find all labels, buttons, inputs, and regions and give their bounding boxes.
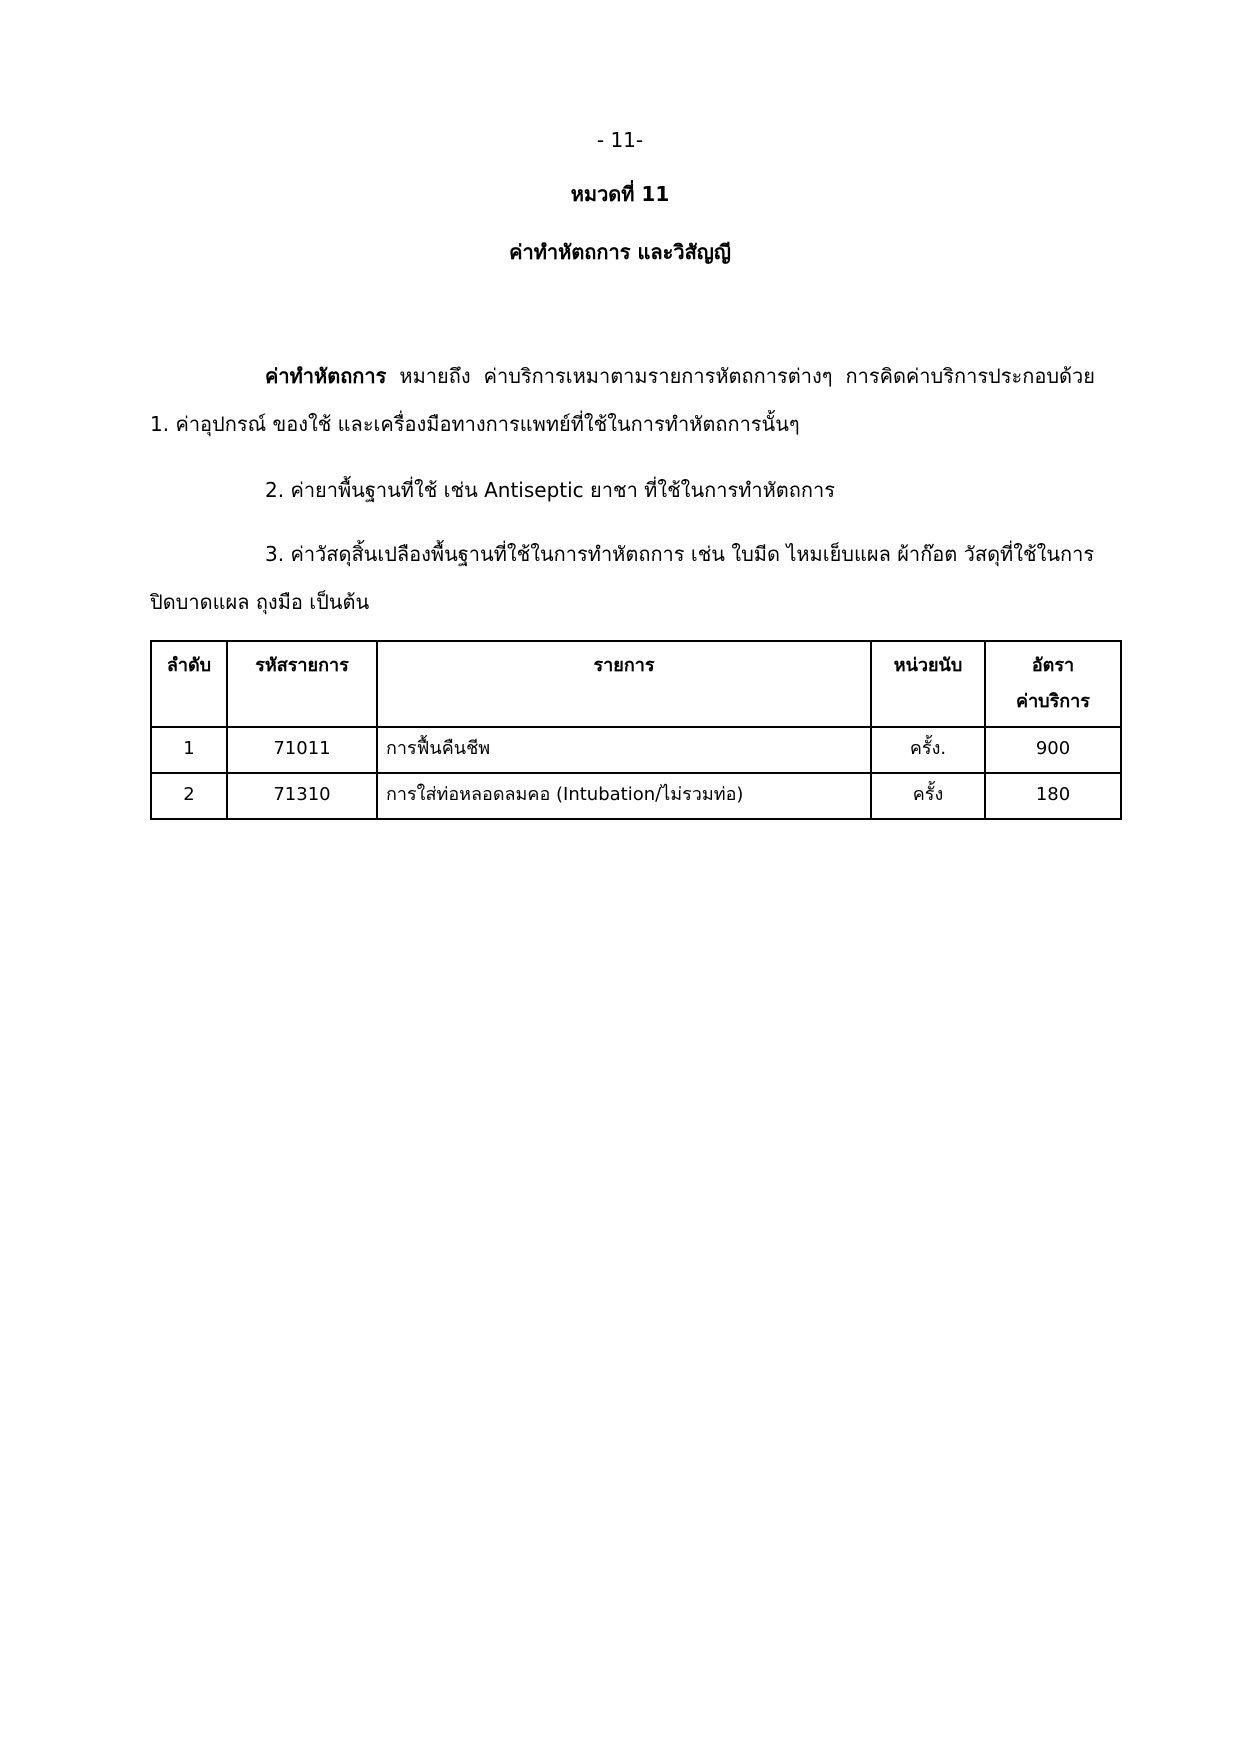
chapter-heading: หมวดที่ 11 [570, 182, 670, 206]
definition-text: หมายถึง ค่าบริการเหมาตามรายการหัตถการต่างๆ การคิดค่าบริการประกอบด้วย 1. ค่าอุปกรณ์ ของใช้ และเครื่องมือทางการแพทย์ที่ใช้ในการทำหัตถการนั้นๆ [150, 364, 1095, 436]
header-unit: หน่วยนับ [871, 641, 985, 727]
cell-no: 1 [151, 727, 227, 773]
cell-code: 71310 [227, 773, 377, 819]
header-no: ลำดับ [151, 641, 227, 727]
cell-no: 2 [151, 773, 227, 819]
cell-item: การใส่ท่อหลอดลมคอ (Intubation/ไม่รวมท่อ) [377, 773, 871, 819]
definition-paragraph [150, 352, 1095, 448]
header-item: รายการ [377, 641, 871, 727]
header-rate [985, 641, 1121, 727]
table-header-row [151, 641, 1121, 727]
cell-code: 71011 [227, 727, 377, 773]
list-item-3: 3. ค่าวัสดุสิ้นเปลืองพื้นฐานที่ใช้ในการทำหัตถการ เช่น ใบมีด ไหมเย็บแผล ผ้าก๊อต วัสดุที่ใช้ในการปิดบาดแผล ถุงมือ เป็นต้น [150, 542, 1095, 614]
page-number: - 11- [596, 128, 644, 152]
header-rate-line1: อัตรา [1031, 655, 1075, 676]
table-row [151, 727, 1121, 773]
cell-unit: ครั้ง. [871, 727, 985, 773]
header-code: รหัสรายการ [227, 641, 377, 727]
chapter-title: ค่าทำหัตถการ และวิสัญญี [509, 240, 731, 264]
cell-unit: ครั้ง [871, 773, 985, 819]
cell-rate: 900 [985, 727, 1121, 773]
service-rate-table [150, 640, 1122, 820]
definition-term: ค่าทำหัตถการ [265, 364, 387, 388]
cell-rate: 180 [985, 773, 1121, 819]
cell-item: การฟื้นคืนชีพ [377, 727, 871, 773]
table-row [151, 773, 1121, 819]
list-item-2: 2. ค่ายาพื้นฐานที่ใช้ เช่น Antiseptic ยาชา ที่ใช้ในการทำหัตถการ [265, 478, 835, 502]
header-rate-line2: ค่าบริการ [1016, 691, 1090, 712]
